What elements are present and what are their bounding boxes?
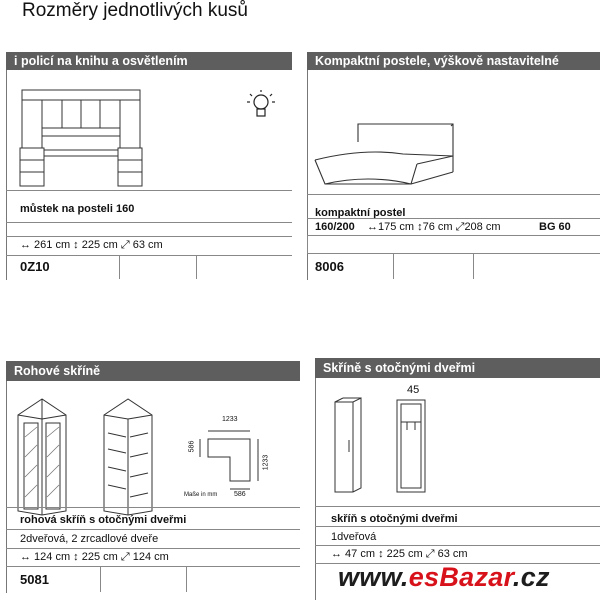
product-dimensions: ↔ 47 cm ↕ 225 cm ⤢ 63 cm [331,548,468,560]
product-name: můstek na posteli 160 [20,203,135,215]
product-dimensions: ↔175 cm ↕76 cm ⤢208 cm [367,221,501,233]
corner-wardrobe-mirror-drawing [16,397,68,515]
corner-wardrobe-floor-plan [190,419,270,501]
product-name: rohová skříň s otočnými dveřmi [20,514,187,526]
plan-dim-bottom: 586 [234,491,246,498]
esbazar-watermark [332,560,600,600]
plan-units-note: Maße in mm [184,492,218,498]
plan-dim-right: 1233 [262,454,270,471]
wardrobe-open-drawing [395,396,431,496]
bed-size: 160/200 [315,221,355,233]
product-dimensions: ↔ 124 cm ↕ 225 cm ⤢ 124 cm [20,551,169,563]
compact-bed-drawing [313,124,463,194]
card-header: Kompaktní postele, výškově nastavitelné [307,52,600,70]
product-variant: 1dveřová [331,531,377,543]
watermark-text: www.esBazar.cz [338,562,550,592]
product-dimensions: ↔ 261 cm ↕ 225 cm ⤢ 63 cm [20,239,163,251]
corner-wardrobe-interior-drawing [102,397,154,515]
bridge-shelf-drawing [20,88,160,198]
product-card-compact-bed [307,52,600,282]
plan-dim-left: 586 [188,440,196,453]
card-header: i policí na knihu a osvětlením [6,52,292,70]
product-variant: 2dveřová, 2 zrcadlové dveře [20,533,159,545]
product-code: 5081 [20,572,49,587]
product-card-corner-wardrobe [6,361,300,593]
product-name: kompaktní postel [315,207,406,219]
product-code: 8006 [315,259,344,274]
page-title: Rozměry jednotlivých kusů [22,0,248,21]
plan-dim-top: 1233 [222,416,238,423]
card-header: Rohové skříně [6,361,300,381]
product-code: 0Z10 [20,259,50,274]
wardrobe-closed-drawing [331,396,367,496]
product-name: skříň s otočnými dveřmi [331,513,458,525]
product-extra: BG 60 [539,221,571,233]
lamp-icon [246,88,276,122]
width-label: 45 [407,384,420,396]
card-header: Skříně s otočnými dveřmi [315,358,600,378]
product-card-bridge-shelf [6,52,292,282]
